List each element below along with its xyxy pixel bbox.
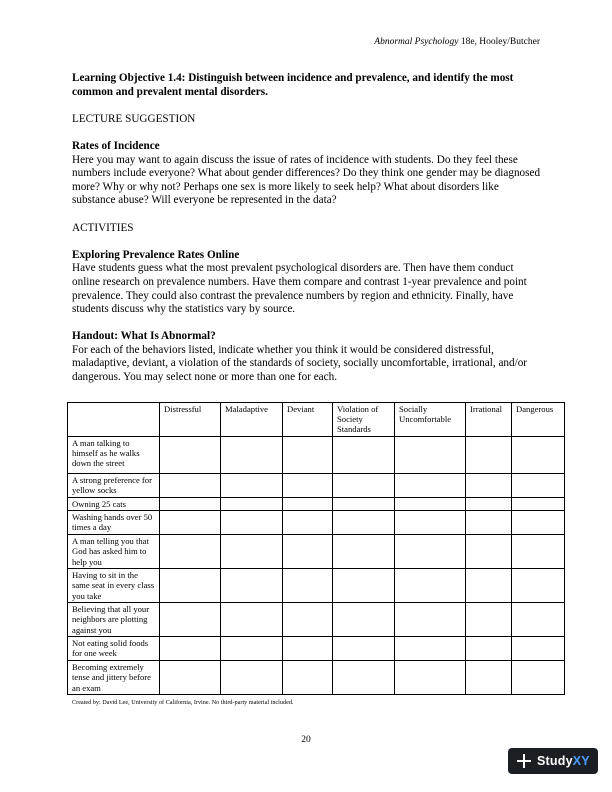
answer-cell[interactable] (221, 661, 283, 695)
lecture-title: Rates of Incidence (72, 139, 160, 152)
answer-cell[interactable] (221, 474, 283, 498)
badge-brand-accent: XY (572, 754, 590, 768)
answer-cell[interactable] (512, 498, 565, 511)
answer-cell[interactable] (160, 437, 221, 474)
answer-cell[interactable] (283, 511, 333, 535)
answer-cell[interactable] (333, 637, 395, 661)
behavior-cell: Believing that all your neighbors are plotting against you (68, 603, 160, 637)
table-row (68, 661, 565, 695)
handout-table (67, 402, 565, 695)
answer-cell[interactable] (160, 603, 221, 637)
answer-cell[interactable] (283, 498, 333, 511)
answer-cell[interactable] (333, 603, 395, 637)
answer-cell[interactable] (160, 569, 221, 603)
answer-cell[interactable] (466, 603, 512, 637)
column-header: Irrational (466, 403, 512, 437)
answer-cell[interactable] (512, 603, 565, 637)
answer-cell[interactable] (333, 498, 395, 511)
answer-cell[interactable] (283, 569, 333, 603)
answer-cell[interactable] (512, 569, 565, 603)
badge-brand-main: Study (537, 754, 573, 768)
column-header (68, 403, 160, 437)
column-header: Dangerous (512, 403, 565, 437)
answer-cell[interactable] (221, 637, 283, 661)
answer-cell[interactable] (221, 603, 283, 637)
behavior-cell: Owning 25 cats (68, 498, 160, 511)
answer-cell[interactable] (221, 511, 283, 535)
running-header (374, 37, 540, 47)
answer-cell[interactable] (466, 637, 512, 661)
main-content (72, 72, 544, 385)
answer-cell[interactable] (333, 569, 395, 603)
behavior-cell: Having to sit in the same seat in every class you take (68, 569, 160, 603)
answer-cell[interactable] (160, 498, 221, 511)
lecture-body: Here you may want to again discuss the issue of rates of incidence with students. Do they feel these numbers include everyone? What about gender differences? Do they think one gender may be diagnosed more? Why or why not? Perhaps one sex is more likely to seek help? What about disorders like substance abuse? Will everyone be represented in the data? (72, 153, 541, 207)
answer-cell[interactable] (466, 498, 512, 511)
answer-cell[interactable] (512, 661, 565, 695)
answer-cell[interactable] (221, 569, 283, 603)
answer-cell[interactable] (283, 661, 333, 695)
answer-cell[interactable] (395, 661, 466, 695)
lecture-section-label: LECTURE SUGGESTION (72, 112, 196, 125)
edition-authors: 18e, Hooley/Butcher (458, 37, 540, 47)
answer-cell[interactable] (221, 498, 283, 511)
answer-cell[interactable] (395, 535, 466, 569)
answer-cell[interactable] (395, 569, 466, 603)
answer-cell[interactable] (160, 474, 221, 498)
answer-cell[interactable] (512, 535, 565, 569)
studyxy-badge[interactable] (508, 748, 598, 774)
answer-cell[interactable] (333, 437, 395, 474)
plus-icon (517, 754, 531, 768)
answer-cell[interactable] (395, 437, 466, 474)
answer-cell[interactable] (395, 511, 466, 535)
answer-cell[interactable] (160, 637, 221, 661)
answer-cell[interactable] (512, 437, 565, 474)
answer-cell[interactable] (333, 661, 395, 695)
behavior-cell: A strong preference for yellow socks (68, 474, 160, 498)
behavior-cell: A man talking to himself as he walks down the street (68, 437, 160, 474)
table-row (68, 603, 565, 637)
answer-cell[interactable] (395, 498, 466, 511)
answer-cell[interactable] (395, 474, 466, 498)
behavior-cell: Not eating solid foods for one week (68, 637, 160, 661)
answer-cell[interactable] (221, 535, 283, 569)
column-header: Violation of Society Standards (333, 403, 395, 437)
table-row (68, 511, 565, 535)
answer-cell[interactable] (160, 511, 221, 535)
answer-cell[interactable] (283, 474, 333, 498)
answer-cell[interactable] (395, 637, 466, 661)
table-row (68, 569, 565, 603)
table-row (68, 535, 565, 569)
answer-cell[interactable] (333, 474, 395, 498)
handout-title: Handout: What Is Abnormal? (72, 330, 216, 343)
behavior-cell: Becoming extremely tense and jittery before an exam (68, 661, 160, 695)
table-row (68, 437, 565, 474)
behavior-cell: Washing hands over 50 times a day (68, 511, 160, 535)
answer-cell[interactable] (512, 637, 565, 661)
column-header: Distressful (160, 403, 221, 437)
answer-cell[interactable] (160, 535, 221, 569)
table-header-row (68, 403, 565, 437)
page-number: 20 (301, 735, 311, 745)
book-title: Abnormal Psychology (374, 37, 459, 47)
footer-credit: Created by: David Lee, University of California, Irvine. No third-party material included. (72, 699, 294, 706)
column-header: Deviant (283, 403, 333, 437)
answer-cell[interactable] (283, 535, 333, 569)
answer-cell[interactable] (466, 437, 512, 474)
answer-cell[interactable] (512, 511, 565, 535)
column-header: Maladaptive (221, 403, 283, 437)
table-row (68, 474, 565, 498)
learning-objective: Learning Objective 1.4: Distinguish between incidence and prevalence, and identify the most common and prevalent mental disorders. (72, 72, 514, 98)
answer-cell[interactable] (466, 474, 512, 498)
activity-title: Exploring Prevalence Rates Online (72, 248, 240, 261)
answer-cell[interactable] (466, 569, 512, 603)
answer-cell[interactable] (466, 511, 512, 535)
table-row (68, 637, 565, 661)
answer-cell[interactable] (221, 437, 283, 474)
badge-brand (537, 754, 590, 768)
handout-instructions: For each of the behaviors listed, indicate whether you think it would be considered distressful, maladaptive, deviant, a violation of the standards of society, socially uncomfortable, irrational, and/or dangerous. You may select none or more than one for each. (72, 343, 528, 384)
answer-cell[interactable] (283, 637, 333, 661)
answer-cell[interactable] (333, 511, 395, 535)
activities-section-label: ACTIVITIES (72, 221, 134, 234)
answer-cell[interactable] (333, 535, 395, 569)
answer-cell[interactable] (512, 474, 565, 498)
answer-cell[interactable] (466, 661, 512, 695)
answer-cell[interactable] (283, 603, 333, 637)
answer-cell[interactable] (466, 535, 512, 569)
column-header: Socially Uncomfortable (395, 403, 466, 437)
behavior-cell: A man telling you that God has asked him to help you (68, 535, 160, 569)
answer-cell[interactable] (160, 661, 221, 695)
answer-cell[interactable] (283, 437, 333, 474)
table-row (68, 498, 565, 511)
answer-cell[interactable] (395, 603, 466, 637)
activity-body: Have students guess what the most prevalent psychological disorders are. Then have them conduct online research on prevalence numbers. Have them compare and contrast 1-year prevalence and point prevalence. They could also contrast the prevalence numbers by region and ethnicity. Finally, have students discuss why the statistics vary by source. (72, 262, 527, 316)
